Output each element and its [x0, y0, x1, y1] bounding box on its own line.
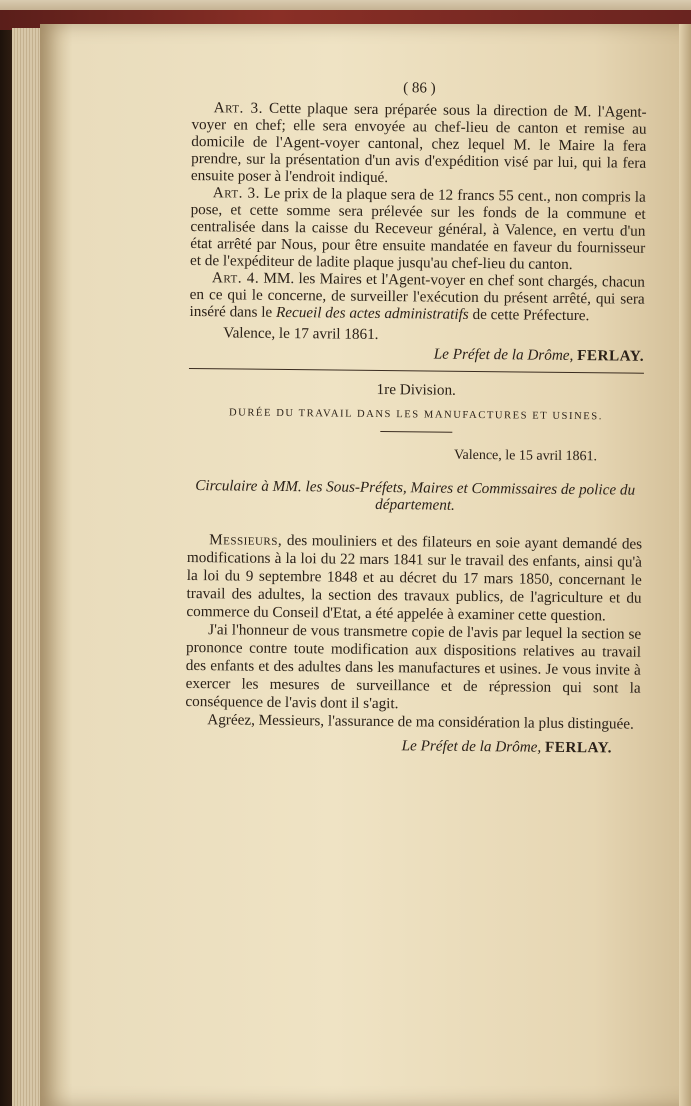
signature-1 — [189, 343, 644, 365]
recueil-title: Recueil des actes administratifs — [275, 303, 469, 323]
date-line-2: Valence, le 15 avril 1861. — [453, 447, 598, 465]
date-line-1: Valence, le 17 avril 1861. — [223, 324, 379, 343]
article-label: Art. 3. — [213, 99, 264, 117]
letter-paragraph-1 — [186, 531, 642, 626]
article-text: Le prix de la plaque sera de 12 francs 55 cent., non compris la pose, et cette somme sera prélevée sur les fonds de la commune et centralisée dans la caisse du Receveur général, à Valence, en vertu d'un état arrêté par Nous, pour être ensuite mandatée en faveur du fournisseur et de l'expéditeur de ladite plaque jusqu'au chef-lieu du canton. — [189, 184, 646, 273]
paragraph-text: des mouliniers et des filateurs en soie ayant demandé des modifications à la loi du 22 mars 1841 sur le travail des enfants, ainsi qu'à la loi du 9 septembre 1848 et au décret du 17 mars 1850, concernant le travail des adultes, la section des travaux publics, de l'agriculture et du commerce du Conseil d'Etat, a été appelée à examiner cette question. — [186, 532, 643, 625]
article-text: MM. les Maires et l'Agent-voyer en chef sont chargés, chacun en ce qui le concerne, de surveiller l'exécution du présent arrêté, qui sera inséré dans le — [189, 269, 645, 321]
article-3b — [190, 184, 646, 274]
signature-title: Le Préfet de la Drôme, — [401, 737, 542, 756]
letter-body — [185, 531, 642, 757]
section-rule — [189, 368, 644, 374]
signature-title: Le Préfet de la Drôme, — [433, 345, 574, 365]
subject-heading: DURÉE DU TRAVAIL DANS LES MANUFACTURES ET USINES. — [228, 407, 604, 423]
circulaire-heading: Circulaire à MM. les Sous-Préfets, Maires et Commissaires de police du département. — [195, 477, 636, 514]
article-label: Art. 4. — [211, 269, 260, 287]
division-title: 1re Division. — [376, 380, 456, 399]
article-text-end: de cette Préfecture. — [472, 305, 590, 325]
letter-paragraph-2: J'ai l'honneur de vous transmetre copie de l'avis par lequel la section se prononce contre toute modification aux dispositions relatives au travail des enfants et des adultes dans les manufactures et usines. Je vous invite à exercer les mesures de surveillance et de répression qui sont la conséquence de l'avis dont il s'agit. — [185, 621, 642, 713]
short-divider — [380, 431, 452, 433]
article-4 — [189, 269, 645, 325]
letter-paragraph-3: Agréez, Messieurs, l'assurance de ma considération la plus distinguée. — [207, 711, 634, 733]
signature-name: FERLAY. — [544, 738, 613, 757]
article-label: Art. 3. — [212, 184, 261, 202]
page-text — [185, 78, 647, 757]
page-right-edge — [679, 24, 691, 1106]
salutation: Messieurs, — [209, 531, 283, 549]
page-number: ( 86 ) — [403, 80, 436, 97]
article-text: Cette plaque sera préparée sous la direction de M. l'Agent-voyer en chef; elle sera envoyée au chef-lieu de canton et remise au domicile de l'Agent-voyer cantonal, chez lequel M. le Maire la fera prendre, sur la présentation d'un avis d'expédition visé par lui, qui la fera ensuite poser à l'endroit indiqué. — [190, 99, 647, 187]
signature-name: FERLAY. — [577, 347, 645, 365]
article-3a — [191, 99, 647, 189]
